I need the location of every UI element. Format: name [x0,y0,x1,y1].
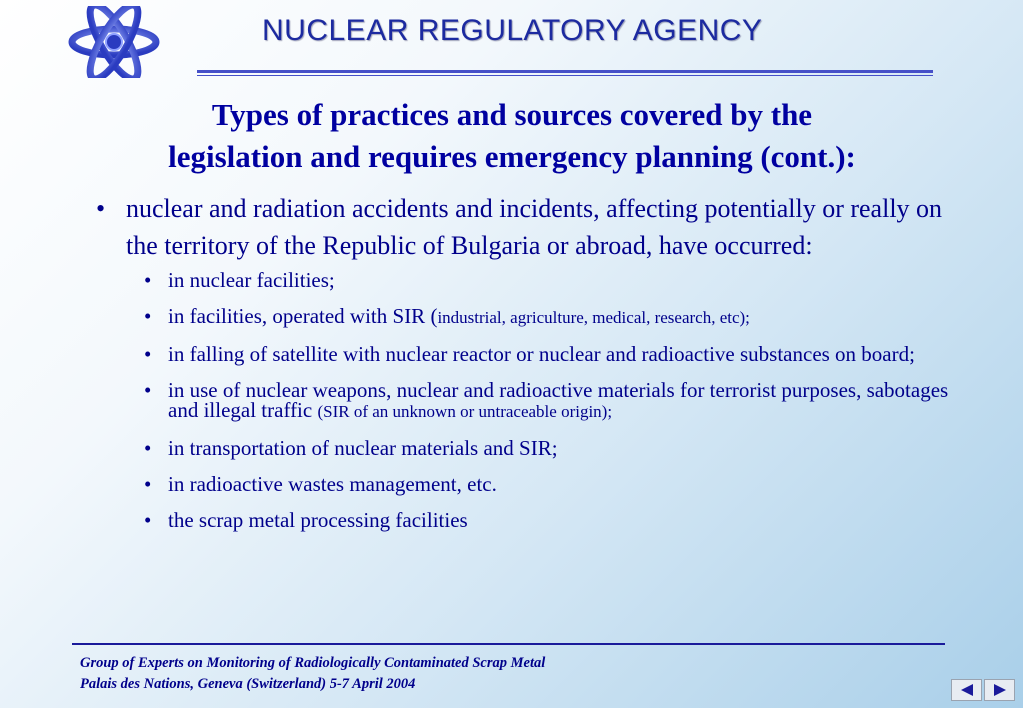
main-bullet-list [96,190,976,546]
bullet-icon: • [144,436,152,460]
sub-bullet-text: in radioactive wastes management, etc. [168,472,497,496]
footer-line-2: Palais des Nations, Geneva (Switzerland) 5-7 April 2004 [80,676,416,692]
sub-bullet-list [126,270,976,530]
sub-bullet-note: industrial, agriculture, medical, research, etc); [437,308,750,327]
slide-title [60,94,964,178]
previous-slide-button[interactable] [951,679,982,701]
sub-bullet-text: in use of nuclear weapons, nuclear and radioactive materials for terrorist purposes, sabotages and illegal traffic [168,378,949,422]
main-bullet-item [96,190,976,530]
triangle-left-icon [959,683,975,697]
bullet-icon: • [144,508,152,532]
bullet-icon: • [144,378,152,402]
agency-name: NUCLEAR REGULATORY AGENCY [262,14,763,47]
bullet-icon: • [144,472,152,496]
sub-bullet-item [142,344,976,364]
bullet-icon: • [144,304,152,328]
sub-bullet-item [142,380,976,422]
sub-bullet-text: in facilities, operated with SIR ( [168,304,438,328]
title-line-2: legislation and requires emergency planning (cont.): [168,139,856,174]
footer [80,653,545,695]
header-divider [197,70,933,77]
sub-bullet-item [142,306,976,328]
sub-bullet-text: the scrap metal processing facilities [168,508,468,532]
sub-bullet-text: in transportation of nuclear materials and SIR; [168,436,558,460]
footer-divider [72,643,945,645]
bullet-icon: • [96,194,106,223]
sub-bullet-item [142,474,976,494]
main-bullet-text: nuclear and radiation accidents and incidents, affecting potentially or really on the territory of the Republic of Bulgaria or abroad, have occurred: [126,194,943,260]
footer-line-1: Group of Experts on Monitoring of Radiologically Contaminated Scrap Metal [80,655,546,671]
slide-navigation [951,679,1015,701]
bullet-icon: • [144,342,152,366]
sub-bullet-item [142,510,976,530]
bullet-icon: • [144,268,152,292]
title-line-1: Types of practices and sources covered by the [211,97,813,132]
next-slide-button[interactable] [984,679,1015,701]
sub-bullet-item [142,438,976,458]
atom-logo-icon [66,6,162,78]
sub-bullet-text: in nuclear facilities; [168,268,335,292]
sub-bullet-item [142,270,976,290]
sub-bullet-text: in falling of satellite with nuclear reactor or nuclear and radioactive substances on board; [168,342,915,366]
sub-bullet-note: (SIR of an unknown or untraceable origin); [317,402,613,421]
triangle-right-icon [992,683,1008,697]
